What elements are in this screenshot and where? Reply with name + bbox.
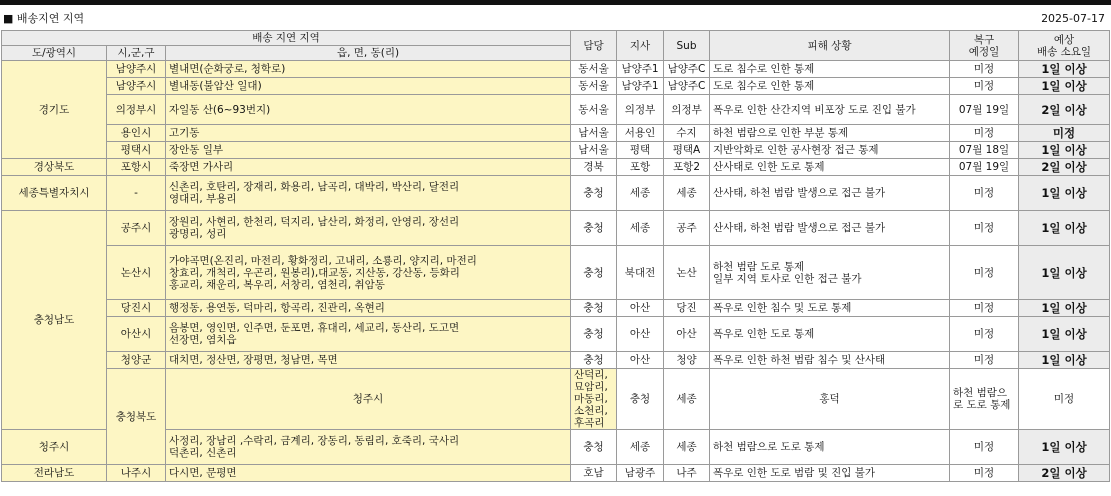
manager-cell: 경북 [571,159,617,176]
sub-cell: 아산 [664,317,710,352]
town-cell: 음봉면, 영인면, 인주면, 둔포면, 휴대리, 세교리, 동산리, 도고면 선장면, 염치읍 [166,317,571,352]
table-row [2,430,1110,465]
manager-cell: 충청 [571,430,617,465]
sub-cell: 남양주C [664,78,710,95]
manager-cell: 동서울 [571,78,617,95]
city-cell: 남양주시 [107,61,166,78]
header-province: 도/광역시 [2,46,107,61]
sub-cell: 나주 [664,465,710,482]
table-row [2,142,1110,159]
branch-cell: 세종 [617,211,664,246]
report-date: 2025-07-17 [1041,11,1105,25]
province-cell: 충청남도 [2,211,107,430]
branch-cell: 남양주1 [617,61,664,78]
sub-cell: 포항2 [664,159,710,176]
sub-cell: 세종 [664,176,710,211]
province-cell: 경상북도 [2,159,107,176]
table-row [2,78,1110,95]
city-cell: 공주시 [107,211,166,246]
recovery-cell: 미정 [950,61,1019,78]
eta-cell: 1일 이상 [1019,142,1110,159]
branch-cell: 세종 [617,176,664,211]
recovery-cell: 미정 [950,211,1019,246]
branch-cell: 아산 [617,352,664,369]
town-cell: 신촌리, 호탄리, 장재리, 화용리, 남곡리, 대박리, 박산리, 달전리 영대리, 부용리 [166,176,571,211]
damage-cell: 폭우로 인한 도로 통제 [710,317,950,352]
province-cell: 충청북도 [107,369,166,465]
header-city: 시,군,구 [107,46,166,61]
sub-cell: 공주 [664,211,710,246]
damage-cell: 하천 범람으로 도로 통제 [710,430,950,465]
branch-cell: 의정부 [617,95,664,125]
eta-cell: 미정 [1019,125,1110,142]
eta-cell: 1일 이상 [1019,430,1110,465]
eta-cell: 1일 이상 [1019,246,1110,300]
recovery-cell: 미정 [950,300,1019,317]
sub-cell: 의정부 [664,95,710,125]
manager-cell: 남서울 [571,142,617,159]
eta-cell: 1일 이상 [1019,352,1110,369]
damage-cell: 지반악화로 인한 공사현장 접근 통제 [710,142,950,159]
damage-cell: 폭우로 인한 산간지역 비포장 도로 진입 불가 [710,95,950,125]
damage-cell: 폭우로 인한 하천 범람 침수 및 산사태 [710,352,950,369]
table-row [2,246,1110,300]
recovery-cell: 미정 [950,317,1019,352]
recovery-cell: 07월 18일 [950,142,1019,159]
damage-cell: 하천 범람으로 도로 통제 [950,369,1019,430]
city-cell: 용인시 [107,125,166,142]
table-row [2,125,1110,142]
city-cell: 남양주시 [107,78,166,95]
branch-cell: 북대전 [617,246,664,300]
eta-cell: 1일 이상 [1019,300,1110,317]
table-row [2,176,1110,211]
table-body [2,61,1110,482]
manager-cell: 호남 [571,465,617,482]
city-cell: 의정부시 [107,95,166,125]
delay-table [1,30,1110,482]
damage-cell: 산사태, 하천 범람 발생으로 접근 불가 [710,211,950,246]
manager-cell: 남서울 [571,125,617,142]
branch-cell: 남광주 [617,465,664,482]
table-row [2,369,1110,430]
table-row [2,300,1110,317]
sub-cell: 당진 [664,300,710,317]
branch-cell: 서용인 [617,125,664,142]
sheet-title: ■ 배송지연 지역 [3,12,85,25]
town-cell: 행정동, 용연동, 덕마리, 항곡리, 진관리, 옥현리 [166,300,571,317]
recovery-cell: 미정 [950,352,1019,369]
city-cell: 평택시 [107,142,166,159]
branch-cell: 아산 [617,300,664,317]
city-cell: 청주시 [166,369,571,430]
city-cell: 당진시 [107,300,166,317]
recovery-cell: 미정 [950,430,1019,465]
top-border [0,0,1111,5]
province-cell: 경기도 [2,61,107,159]
title-bar [1,7,1109,29]
eta-cell: 1일 이상 [1019,317,1110,352]
manager-cell: 충청 [571,211,617,246]
recovery-cell: 미정 [950,465,1019,482]
province-cell: 전라남도 [2,465,107,482]
eta-cell: 1일 이상 [1019,211,1110,246]
damage-cell: 하천 범람으로 인한 부분 통제 [710,125,950,142]
town-cell: 죽장면 가사리 [166,159,571,176]
town-cell: 별내동(불암산 일대) [166,78,571,95]
damage-cell: 폭우로 인한 도로 범람 및 진입 불가 [710,465,950,482]
manager-cell: 충청 [617,369,664,430]
recovery-cell: 미정 [950,246,1019,300]
town-cell: 장안동 일부 [166,142,571,159]
table-row [2,465,1110,482]
recovery-cell: 미정 [950,176,1019,211]
manager-cell: 충청 [571,317,617,352]
header-eta: 예상 배송 소요일 [1019,31,1110,61]
recovery-cell: 미정 [950,125,1019,142]
damage-cell: 하천 범람 도로 통제 일부 지역 토사로 인한 접근 불가 [710,246,950,300]
city-cell: 청양군 [107,352,166,369]
header-damage: 피해 상황 [710,31,950,61]
damage-cell: 폭우로 인한 침수 및 도로 통제 [710,300,950,317]
city-cell: 나주시 [107,465,166,482]
branch-cell: 세종 [664,369,710,430]
branch-cell: 아산 [617,317,664,352]
damage-cell: 산사태, 하천 범람 발생으로 접근 불가 [710,176,950,211]
eta-cell: 1일 이상 [1019,61,1110,78]
damage-cell: 도로 침수로 인한 통제 [710,78,950,95]
sub-cell: 평택A [664,142,710,159]
city-cell: 포항시 [107,159,166,176]
town-cell: 다시면, 문평면 [166,465,571,482]
town-cell: 산덕리, 묘암리, 마동리, 소천리, 후곡리 [571,369,617,430]
sub-cell: 청양 [664,352,710,369]
eta-cell: 2일 이상 [1019,95,1110,125]
manager-cell: 동서울 [571,61,617,78]
damage-cell: 도로 침수로 인한 통제 [710,61,950,78]
recovery-cell: 07월 19일 [950,95,1019,125]
damage-cell: 산사태로 인한 도로 통제 [710,159,950,176]
header-manager: 담당 [571,31,617,61]
city-cell: - [107,176,166,211]
manager-cell: 충청 [571,352,617,369]
header-sub: Sub [664,31,710,61]
header-recovery: 복구 예정일 [950,31,1019,61]
town-cell: 가야곡면(온진리, 마전리, 황화정리, 고내리, 소룡리, 양지리, 마전리 창효리, 개척리, 우곤리, 원봉리),대교동, 지산동, 강산동, 등화리 홍교리, 채운리, 복우리, 서창리, 염천리, 취암동 [166,246,571,300]
eta-cell: 2일 이상 [1019,465,1110,482]
table-row [2,61,1110,78]
city-cell: 청주시 [2,430,107,465]
branch-cell: 세종 [617,430,664,465]
sub-cell: 세종 [664,430,710,465]
table-row [2,95,1110,125]
header-town: 읍, 면, 동(리) [166,46,571,61]
branch-cell: 포항 [617,159,664,176]
town-cell: 고기동 [166,125,571,142]
eta-cell: 1일 이상 [1019,176,1110,211]
town-cell: 장원리, 사현리, 한천리, 덕지리, 남산리, 화정리, 안영리, 장선리 광명리, 성리 [166,211,571,246]
sub-cell: 남양주C [664,61,710,78]
branch-cell: 평택 [617,142,664,159]
town-cell: 사정리, 장남리 ,수락리, 금계리, 장동리, 동림리, 호죽리, 국사리 덕촌리, 신촌리 [166,430,571,465]
town-cell: 대치면, 정산면, 장평면, 청남면, 목면 [166,352,571,369]
town-cell: 자일동 산(6~93번지) [166,95,571,125]
eta-cell: 1일 이상 [1019,78,1110,95]
header-branch: 지사 [617,31,664,61]
town-cell: 별내면(순화궁로, 청학로) [166,61,571,78]
recovery-cell: 미정 [1019,369,1110,430]
header-area-group: 배송 지연 지역 [2,31,571,46]
sub-cell: 홍덕 [710,369,950,430]
table-row [2,317,1110,352]
province-cell: 세종특별자치시 [2,176,107,211]
recovery-cell: 미정 [950,78,1019,95]
city-cell: 아산시 [107,317,166,352]
eta-cell: 2일 이상 [1019,159,1110,176]
manager-cell: 충청 [571,176,617,211]
branch-cell: 남양주1 [617,78,664,95]
table-row [2,159,1110,176]
sub-cell: 수지 [664,125,710,142]
manager-cell: 충청 [571,246,617,300]
table-row [2,352,1110,369]
recovery-cell: 07월 19일 [950,159,1019,176]
sub-cell: 논산 [664,246,710,300]
manager-cell: 충청 [571,300,617,317]
city-cell: 논산시 [107,246,166,300]
manager-cell: 동서울 [571,95,617,125]
table-row [2,211,1110,246]
